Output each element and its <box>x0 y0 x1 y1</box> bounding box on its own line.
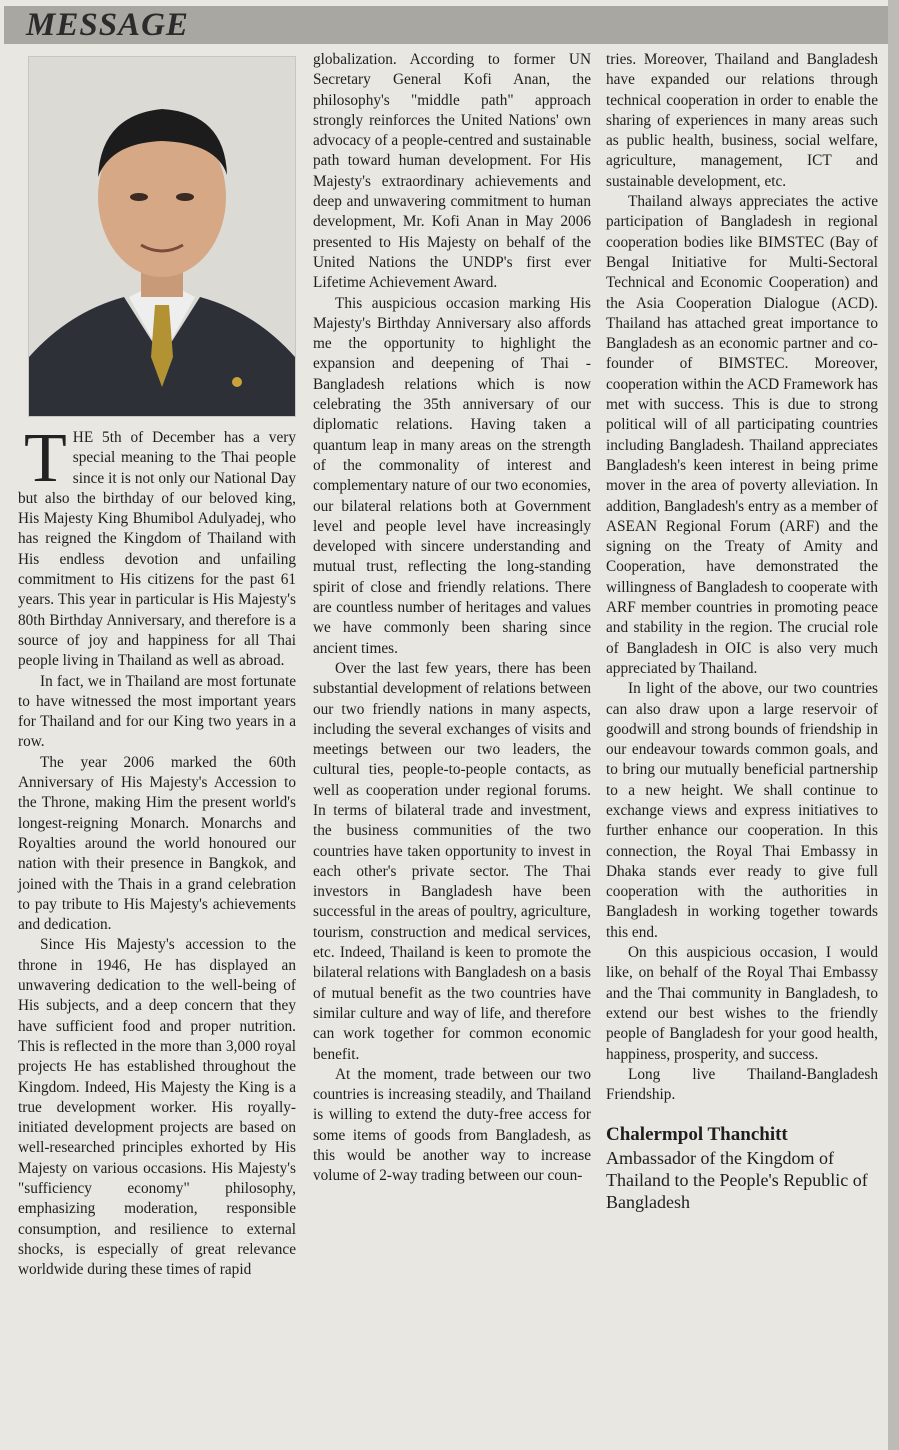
signatory-title: Ambassador of the Kingdom of Thailand to the People's Republic of Bangladesh <box>606 1148 868 1213</box>
author-portrait <box>28 56 296 417</box>
column-1 <box>18 420 296 1280</box>
signature-block <box>606 1123 878 1213</box>
paragraph: Long live Thailand-Bangladesh Friendship. <box>606 1065 878 1104</box>
signatory-name: Chalermpol Thanchitt <box>606 1124 788 1146</box>
section-title: MESSAGE <box>26 7 189 43</box>
section-header <box>4 6 889 44</box>
column-2 <box>313 50 591 1187</box>
paragraph: This auspicious occasion marking His Majesty's Birthday Anniversary also affords me the opportunity to highlight the expansion and deepening of Thai - Bangladesh relations which is now celebrating the 35th anniversary of our diplomatic relations. Having taken a quantum leap in many areas on the strength of the commonality of interest and complementary nature of our two economies, our bilateral relations both at Government level and people level have increasingly developed with sincere understanding and mutual trust, reflecting the long-standing spirit of close and friendly relations. There are countless number of heritages and values we have commonly been sharing since ancient times. <box>313 294 591 657</box>
paragraph: Thailand always appreciates the active participation of Bangladesh in regional cooperation bodies like BIMSTEC (Bay of Bengal Initiative for Multi-Sectoral Technical and Economic Cooperation) and the Asia Cooperation Dialogue (ACD). Thailand has attached great importance to Bangladesh as an economic partner and co-founder of BIMSTEC. Moreover, cooperation within the ACD Framework has met with success. This is due to strong political will of all participating countries including Bangladesh. Thailand appreciates Bangladesh's keen interest in being prime mover in the area of poverty alleviation. In addition, Bangladesh's entry as a member of ASEAN Regional Forum (ARF) and the signing on the Treaty of Amity and Cooperation, have demonstrated the willingness of Bangladesh to cooperate with ARF member countries in promoting peace and stability in the region. The crucial role of Bangladesh in OIC is also very much appreciated by Thailand. <box>606 193 878 677</box>
paragraph: tries. Moreover, Thailand and Bangladesh have expanded our relations through technical cooperation in order to enable the sharing of experiences in many areas such as public health, business, social welfare, agriculture, management, ICT and sustainable development, etc. <box>606 51 878 190</box>
paragraph: Over the last few years, there has been substantial development of relations between our two friendly nations in many aspects, including the several exchanges of visits and meetings between our two leaders, the cultural ties, people-to-people contacts, as well as cooperation under regional forums. In terms of bilateral trade and investment, the business communities of the two countries have taken opportunity to invest in each other's private sector. The Thai investors in Bangladesh have been successful in the areas of poultry, agriculture, tourism, construction and medical services, etc. Indeed, Thailand is keen to promote the bilateral relations with Bangladesh on a basis of mutual benefit as the two countries have similar culture and way of life, and therefore can work together for common economic benefit. <box>313 659 591 1063</box>
portrait-icon <box>29 57 295 416</box>
paragraph: In light of the above, our two countries can also draw upon a large reservoir of goodwill and strong bounds of friendship in our endeavour towards common goals, and to bring our mutually beneficial partnership to a new height. We shall continue to exchange views and express initiatives to further enhance our cooperation. In this connection, the Royal Thai Embassy in Dhaka stands ever ready to give full cooperation with the authorities in Bangladesh in working together towards this end. <box>606 680 878 941</box>
paragraph: The year 2006 marked the 60th Anniversary of His Majesty's Accession to the Throne, making Him the present world's longest-reigning Monarch. Monarchs and Royalties around the world honoured our nation with their presence in Bangkok, and joined with the Thais in a grand celebration to pay tribute to His Majesty's achievements and dedication. <box>18 753 296 934</box>
paragraph: On this auspicious occasion, I would like, on behalf of the Royal Thai Embassy and the Thai community in Bangladesh, to extend our best wishes to the friendly people of Bangladesh for your good health, happiness, prosperity, and success. <box>606 944 878 1063</box>
column-3 <box>606 50 878 1213</box>
paragraph: globalization. According to former UN Secretary General Kofi Anan, the philosophy's "middle path" approach strongly reinforces the United Nations' own advocacy of a people-centred and sustainable path toward human development. For His Majesty's extraordinary achievements and deep and unwavering commitment to human development, Mr. Kofi Anan in May 2006 presented to His Majesty on behalf of the United Nations the UNDP's first ever Lifetime Achievement Award. <box>313 51 591 292</box>
paragraph-intro: THE 5th of December has a very special meaning to the Thai people since it is not only our National Day but also the birthday of our beloved king, His Majesty King Bhumibol Adulyadej, who has reigned the Kingdom of Thailand with His endless devotion and unfailing commitment to His citizens for the past 61 years. This year in particular is His Majesty's 80th Birthday Anniversary, and therefore is a source of joy and happiness for all Thai people living in Thailand as well as abroad. <box>18 420 296 670</box>
paragraph: In fact, we in Thailand are most fortunate to have witnessed the most important years for Thailand and for our King two years in a row. <box>18 672 296 751</box>
drop-cap: T <box>24 420 67 497</box>
page-edge <box>888 0 899 1450</box>
paragraph: Since His Majesty's accession to the throne in 1946, He has displayed an unwavering dedication to the well-being of His subjects, and a deep concern that they have sufficient food and proper nutrition. This is reflected in the more than 3,000 royal projects He has established throughout the Kingdom. Indeed, His Majesty the King is a true development worker. His royally-initiated development projects are based on well-researched principles exhorted by His Majesty on various occasions. His Majesty's "sufficiency economy" philosophy, emphasizing moderation, responsible consumption, and resilience to external shocks, is especially of great relevance worldwide during these times of rapid <box>18 936 296 1279</box>
paragraph: At the moment, trade between our two countries is increasing steadily, and Thailand is willing to extend the duty-free access for some items of goods from Bangladesh, as this would be another way to increase volume of 2-way trading between our coun- <box>313 1065 591 1185</box>
